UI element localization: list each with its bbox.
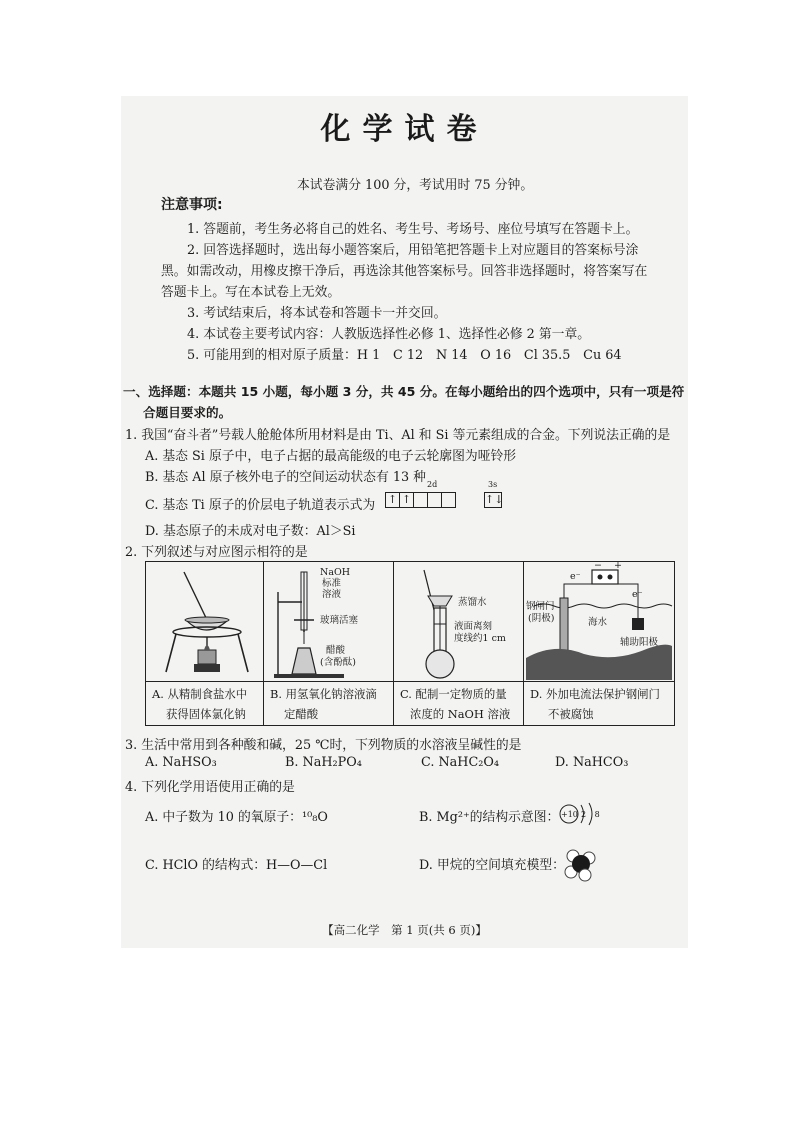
caption-line: B. 用氢氧化钠溶液滴: [270, 687, 377, 701]
q2-figure-table: [145, 561, 675, 726]
q1-option-d: D. 基态原子的未成对电子数：Al＞Si: [145, 524, 356, 539]
caption-line: 定醋酸: [284, 707, 319, 721]
notice-item-2: 2. 回答选择题时，选出每小题答案后，用铅笔把答题卡上对应题目的答案标号涂: [187, 243, 639, 258]
notice-item-4: 4. 本试卷主要考试内容：人教版选择性必修 1、选择性必修 2 第一章。: [187, 327, 591, 342]
q4-option-a: A. 中子数为 10 的氧原子：¹⁰₈O: [145, 810, 328, 825]
orbital-label-3s: 3s: [488, 480, 498, 489]
label-solution: 溶液: [322, 589, 342, 600]
page-footer: 【高二化学 第 1 页(共 6 页)】: [322, 923, 487, 937]
q1-option-c: C. 基态 Ti 原子的价层电子轨道表示式为: [145, 498, 376, 513]
q3-option-a: A. NaHSO₃: [145, 755, 217, 770]
label-auxiliary-anode: 辅助阳极: [620, 637, 659, 648]
q4-option-c: C. HClO 的结构式：H—O—Cl: [145, 858, 328, 873]
caption-line: 获得固体氯化钠: [166, 707, 246, 721]
orbital-label-2d: 2d: [427, 480, 438, 489]
label-seawater: 海水: [588, 617, 608, 628]
notice-item-1: 1. 答题前，考生务必将自己的姓名、考生号、考场号、座位号填写在答题卡上。: [187, 222, 639, 237]
label-phenolphthalein: (含酚酞): [320, 657, 356, 668]
q4-option-b: B. Mg²⁺的结构示意图：: [419, 810, 560, 825]
notice-item-3: 3. 考试结束后，将本试卷和答题卡一并交回。: [187, 306, 447, 321]
figure-caption-b: [264, 681, 393, 725]
figure-caption-d: [524, 681, 674, 725]
label-plus: +: [614, 560, 622, 571]
orbital-box: ↑: [399, 492, 414, 508]
intro-text: 本试卷满分 100 分，考试用时 75 分钟。: [297, 178, 534, 193]
caption-line: C. 配制一定物质的量: [400, 687, 507, 701]
q2-stem: 2. 下列叙述与对应图示相符的是: [125, 545, 308, 560]
label-electron-right: e⁻: [632, 589, 643, 600]
notice-item-2-cont: 黑。如需改动，用橡皮擦干净后，再选涂其他答案标号。回答非选择题时，将答案写在: [161, 264, 648, 279]
notice-heading: 注意事项:: [161, 197, 223, 213]
figure-cell-d: [524, 562, 674, 725]
q3-option-c: C. NaHC₂O₄: [421, 755, 499, 770]
orbital-box: [441, 492, 456, 508]
label-naoh: NaOH: [320, 567, 351, 578]
methane-model-icon: [559, 844, 599, 884]
q3-option-b: B. NaH₂PO₄: [285, 755, 362, 770]
orbital-box: [413, 492, 428, 508]
shell-electrons: 2 8: [581, 810, 603, 819]
caption-line: 不被腐蚀: [548, 707, 594, 721]
q4-stem: 4. 下列化学用语使用正确的是: [125, 780, 295, 795]
q3-stem: 3. 生活中常用到各种酸和碱，25 ℃时，下列物质的水溶液呈碱性的是: [125, 738, 522, 753]
label-acetic-acid: 醋酸: [326, 645, 346, 656]
figure-caption-a: [146, 681, 263, 725]
q3-option-d: D. NaHCO₃: [555, 755, 629, 770]
q1-stem: 1. 我国“奋斗者”号载人舱舱体所用材料是由 Ti、Al 和 Si 等元素组成的合金。下列说法正确的是: [125, 428, 671, 443]
page-title: 化学试卷: [320, 112, 489, 147]
figure-cell-c: [394, 562, 524, 725]
section-1-heading: 一、选择题：本题共 15 小题，每小题 3 分，共 45 分。在每小题给出的四个选项中，只有一项是符: [123, 384, 685, 399]
q4-option-d: D. 甲烷的空间填充模型：: [419, 858, 565, 873]
caption-line: A. 从精制食盐水中: [152, 687, 248, 701]
figure-cell-b: [264, 562, 394, 725]
notice-item-5: 5. 可能用到的相对原子质量：H 1 C 12 N 14 O 16 Cl 35.5 Cu 64: [187, 348, 622, 363]
caption-line: D. 外加电流法保护钢闸门: [530, 687, 660, 701]
mg-ion-structure-diagram: [559, 800, 603, 828]
label-glass-stopcock: 玻璃活塞: [320, 615, 359, 626]
orbital-diagram-3d: [385, 480, 485, 510]
figure-caption-c: [394, 681, 523, 725]
label-distilled-water: 蒸馏水: [458, 597, 487, 608]
orbital-box: ↑↓: [485, 493, 504, 506]
label-liquid-level: 液面离刻: [454, 621, 493, 632]
label-standard: 标准: [322, 578, 342, 589]
notice-item-2-end: 答题卡上。写在本试卷上无效。: [161, 285, 341, 300]
label-cathode: (阴极): [528, 613, 555, 624]
section-1-heading-cont: 合题目要求的。: [143, 405, 232, 420]
label-electron-left: e⁻: [570, 571, 581, 582]
orbital-diagram-4s: [484, 480, 514, 510]
label-steel-gate: 钢闸门: [526, 601, 555, 612]
q1-option-b: B. 基态 Al 原子核外电子的空间运动状态有 13 种: [145, 470, 426, 485]
evaporation-apparatus-figure: [146, 562, 264, 680]
label-minus: −: [594, 560, 602, 571]
exam-page: [121, 96, 688, 948]
figure-cell-a: [146, 562, 264, 725]
nucleus-charge: +10: [561, 810, 578, 819]
label-mark-distance: 度线约1 cm: [454, 633, 506, 644]
caption-line: 浓度的 NaOH 溶液: [410, 707, 511, 721]
orbital-box: [427, 492, 442, 508]
q1-option-a: A. 基态 Si 原子中，电子占据的最高能级的电子云轮廓图为哑铃形: [145, 449, 517, 464]
orbital-box: ↑: [385, 492, 400, 508]
